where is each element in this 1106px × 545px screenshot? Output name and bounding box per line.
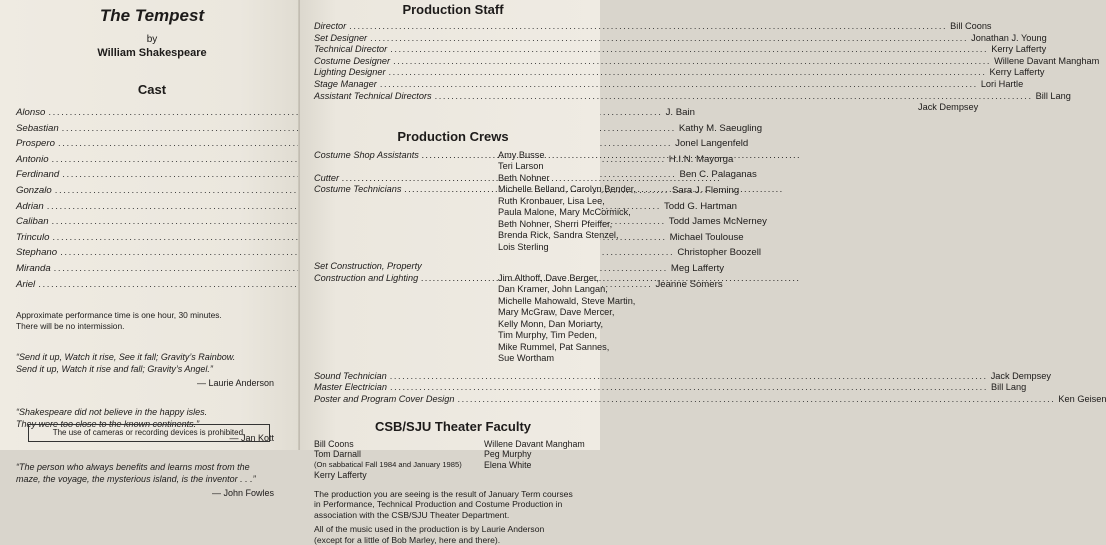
staff-row bbox=[314, 78, 1024, 91]
quote-line: “The person who always benefits and learns most from the bbox=[16, 462, 250, 473]
staff-name: Bill Coons bbox=[950, 21, 992, 31]
crew-member: Mike Rummel, Pat Sannes, bbox=[498, 341, 610, 352]
cast-row bbox=[16, 105, 695, 121]
staff-row bbox=[314, 44, 1047, 56]
crew-member: Ruth Kronbauer, Lisa Lee, bbox=[498, 195, 605, 206]
crew-member: Teri Larson bbox=[498, 161, 544, 172]
author-name: William Shakespeare bbox=[97, 47, 207, 59]
staff-row bbox=[314, 67, 1045, 79]
role-name: Ariel bbox=[16, 278, 36, 290]
crew-member: Brenda Rick, Sandra Stenzel, bbox=[498, 230, 619, 241]
quote-line: maze, the voyage, the mysterious island, is the inventor . . .” bbox=[16, 473, 256, 484]
faculty-heading: CSB/SJU Theater Faculty bbox=[374, 418, 532, 434]
leader-dots bbox=[349, 21, 947, 33]
leader-dots bbox=[393, 56, 991, 68]
crew-role: Cutter bbox=[314, 172, 340, 183]
crew-set-construction bbox=[314, 261, 636, 365]
quote-fowles bbox=[16, 462, 288, 485]
actor-name: Jeanne Somers bbox=[655, 278, 723, 290]
crew-member: Paula Malone, Mary McCormick, bbox=[498, 207, 631, 218]
leader-dots bbox=[457, 394, 1055, 406]
role-name: Stephano bbox=[16, 247, 58, 259]
quote-line: Send it up, Watch it rise and fall; Gravity’s Angel.” bbox=[16, 363, 213, 374]
crew-role: Construction and Lighting bbox=[314, 272, 419, 283]
quote-line: “Send it up, Watch it rise, See it fall; Gravity’s Rainbow. bbox=[16, 352, 236, 363]
faculty-list bbox=[314, 439, 592, 481]
quote-attribution: — Jan Kott bbox=[229, 433, 274, 444]
role-name: Sebastian bbox=[16, 122, 59, 134]
production-note-line: in Performance, Technical Production and Costume Production in bbox=[314, 499, 563, 510]
staff-row bbox=[314, 90, 1071, 103]
music-note bbox=[314, 524, 592, 545]
crew-role: Poster and Program Cover Design bbox=[314, 393, 455, 404]
staff-name: Jack Dempsey bbox=[917, 102, 979, 113]
quote-line: “Shakespeare did not believe in the happy isles. bbox=[16, 407, 208, 418]
crew-member: Beth Nohner, Sherri Pfeiffer, bbox=[498, 218, 613, 229]
staff-name: Jonathan J. Young bbox=[971, 32, 1047, 43]
crew-row bbox=[314, 393, 1106, 406]
crew-member: Michelle Mahowald, Steve Martin, bbox=[498, 295, 636, 306]
crew-member: Tim Murphy, Tim Peden, bbox=[498, 330, 598, 341]
crew-member: Sue Wortham bbox=[498, 353, 554, 364]
leader-dots bbox=[390, 371, 988, 383]
staff-row bbox=[314, 55, 1100, 68]
leader-dots bbox=[390, 44, 988, 56]
faculty-member: Kerry Lafferty bbox=[314, 470, 367, 481]
crew-member: Lois Sterling bbox=[498, 241, 549, 252]
leader-dots bbox=[370, 33, 968, 45]
camera-notice: The use of cameras or recording devices is prohibited. bbox=[28, 424, 270, 442]
actor-name: Christopher Boozell bbox=[677, 247, 762, 259]
crew-costume-assistants bbox=[314, 150, 592, 173]
role-name: Adrian bbox=[16, 200, 44, 212]
music-note-line: All of the music used in the production is by Laurie Anderson bbox=[314, 524, 545, 535]
staff-role: Director bbox=[314, 21, 347, 31]
cast-heading: Cast bbox=[137, 82, 167, 97]
faculty-member: Peg Murphy bbox=[484, 449, 532, 460]
production-note-line: The production you are seeing is the result of January Term courses bbox=[314, 488, 573, 499]
role-name: Ferdinand bbox=[16, 169, 60, 181]
role-name: Alonso bbox=[16, 107, 46, 118]
crew-row bbox=[314, 370, 1051, 383]
staff-row bbox=[314, 21, 992, 33]
production-note bbox=[314, 489, 592, 521]
leader-dots bbox=[422, 150, 801, 173]
performance-note-line: Approximate performance time is one hour, 30 minutes. bbox=[16, 310, 222, 321]
crew-role: Set Construction, Property bbox=[314, 261, 422, 272]
by-line: by bbox=[146, 34, 158, 45]
actor-name: Todd James McNerney bbox=[668, 216, 767, 228]
staff-role: Costume Designer bbox=[314, 55, 391, 66]
crew-role: Master Electrician bbox=[314, 382, 388, 393]
role-name: Miranda bbox=[16, 262, 51, 274]
staff-role: Technical Director bbox=[314, 44, 388, 55]
staff-name: Willene Davant Mangham bbox=[994, 55, 1100, 66]
actor-name: H.I.N. Mayorga bbox=[668, 153, 734, 165]
staff-row bbox=[314, 32, 1047, 45]
faculty-member: Willene Davant Mangham bbox=[484, 438, 585, 449]
crew-member: Dan Kramer, John Langan, bbox=[498, 284, 608, 295]
role-name: Antonio bbox=[16, 153, 49, 165]
actor-name: Sara J. Fleming bbox=[671, 184, 740, 196]
staff-name: Kerry Lafferty bbox=[989, 67, 1045, 78]
quote-anderson bbox=[16, 352, 288, 375]
crew-role: Sound Technician bbox=[314, 370, 387, 381]
faculty-note: (On sabbatical Fall 1984 and January 1985) bbox=[314, 459, 462, 469]
role-name: Prospero bbox=[16, 138, 55, 150]
actor-name: Michael Toulouse bbox=[669, 231, 744, 243]
crew-member: Bill Lang bbox=[991, 382, 1027, 393]
staff-role: Set Designer bbox=[314, 32, 368, 43]
crew-member: Ken Geisen bbox=[1058, 393, 1106, 404]
role-name: Caliban bbox=[16, 216, 49, 228]
crew-member: Jim Althoff, Dave Berger, bbox=[498, 272, 599, 283]
performance-note bbox=[16, 310, 256, 332]
leader-dots bbox=[435, 91, 1033, 103]
staff-name: Bill Lang bbox=[1035, 90, 1071, 101]
actor-name: J. Bain bbox=[665, 107, 695, 118]
crew-member: Beth Nohner bbox=[498, 172, 550, 183]
role-name: Gonzalo bbox=[16, 184, 52, 196]
quote-attribution: — John Fowles bbox=[211, 488, 274, 499]
performance-note-line: There will be no intermission. bbox=[16, 321, 125, 332]
staff-name: Kerry Lafferty bbox=[991, 44, 1047, 55]
faculty-member: Tom Darnall bbox=[314, 449, 361, 460]
faculty-member: Bill Coons bbox=[314, 438, 354, 449]
play-title: The Tempest bbox=[99, 6, 205, 25]
leader-dots bbox=[390, 382, 988, 394]
role-name: Trinculo bbox=[16, 231, 50, 243]
staff-role: Lighting Designer bbox=[314, 67, 386, 78]
quote-attribution: — Laurie Anderson bbox=[196, 378, 274, 389]
crew-row bbox=[314, 382, 1027, 394]
crew-cutter bbox=[314, 173, 592, 185]
actor-name: Jonel Langenfeld bbox=[675, 138, 749, 150]
actor-name: Todd G. Hartman bbox=[663, 200, 738, 212]
crew-member: Michelle Belland, Carolyn Bender, bbox=[498, 184, 636, 195]
staff-role: Stage Manager bbox=[314, 78, 377, 89]
music-note-line: (except for a little of Bob Marley, here and there). bbox=[314, 534, 501, 545]
staff-heading: Production Staff bbox=[402, 2, 504, 17]
staff-name: Lori Hartle bbox=[980, 78, 1024, 89]
actor-name: Meg Lafferty bbox=[670, 262, 725, 274]
crew-costume-technicians bbox=[314, 184, 636, 253]
actor-name: Ben C. Palaganas bbox=[679, 169, 757, 181]
crews-heading: Production Crews bbox=[397, 128, 509, 144]
actor-name: Kathy M. Saeugling bbox=[678, 122, 763, 134]
crew-member: Kelly Monn, Dan Moriarty, bbox=[498, 318, 604, 329]
crew-member: Jack Dempsey bbox=[990, 370, 1051, 381]
faculty-member: Elena White bbox=[484, 459, 532, 470]
crew-member: Amy Busse bbox=[498, 149, 545, 160]
leader-dots bbox=[380, 79, 978, 91]
production-note-line: association with the CSB/SJU Theater Department. bbox=[314, 509, 510, 520]
crew-role: Costume Shop Assistants bbox=[314, 149, 419, 160]
staff-role: Assistant Technical Directors bbox=[314, 90, 432, 101]
crew-member: Mary McGraw, Dave Mercer, bbox=[498, 307, 615, 318]
crew-role: Costume Technicians bbox=[314, 184, 402, 195]
leader-dots bbox=[389, 67, 987, 79]
quote-line: They were too close to the known continents.” bbox=[16, 418, 200, 429]
